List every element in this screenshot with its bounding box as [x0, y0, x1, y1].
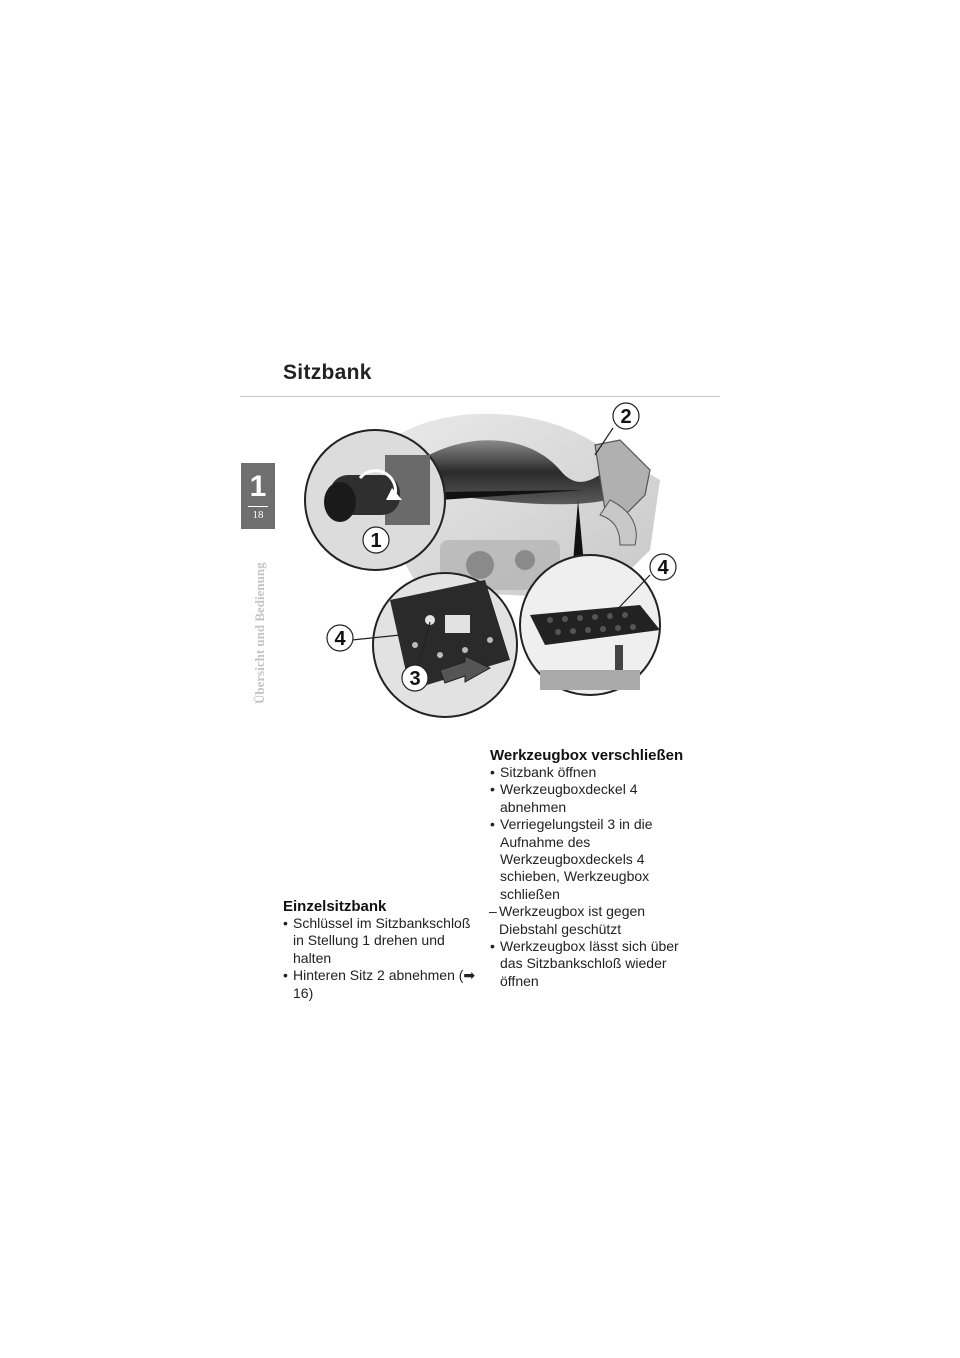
seat-illustration: [300, 400, 680, 720]
bullet-marker: •: [283, 915, 288, 931]
section-heading: Einzelsitzbank: [283, 898, 387, 915]
callout-4-left: [327, 625, 353, 651]
list-item: [489, 903, 700, 938]
page-title: Sitzbank: [283, 361, 372, 384]
svg-text:4: 4: [657, 557, 669, 579]
instruction-list: [283, 915, 483, 1002]
svg-text:3: 3: [409, 668, 421, 690]
dash-marker: –: [489, 903, 497, 920]
inset-tool-box: [520, 555, 660, 695]
list-item-text: Sitzbank öffnen: [500, 764, 597, 780]
section-single-seat: [283, 899, 483, 1002]
callout-4-right: [650, 554, 676, 580]
bullet-marker: •: [490, 781, 495, 798]
title-divider: [240, 396, 720, 397]
list-item-text: Werkzeugboxdeckel 4 abnehmen: [500, 781, 638, 815]
instruction-list: [490, 764, 700, 990]
bullet-marker: •: [490, 816, 495, 833]
chapter-tab: [241, 463, 275, 529]
inset-tool-lid-latch: [373, 573, 517, 717]
chapter-side-label: Übersicht und Bedienung: [252, 562, 267, 704]
svg-text:4: 4: [334, 628, 346, 650]
list-item: [490, 816, 700, 903]
list-item-text: Werkzeugbox lässt sich über das Sitzbankschloß wieder öffnen: [500, 938, 679, 989]
bullet-marker: •: [490, 764, 495, 780]
list-item: [490, 764, 700, 781]
list-item: [283, 967, 483, 1002]
callout-2: [613, 403, 639, 429]
callout-1: [363, 527, 389, 553]
chapter-number: 1: [249, 470, 267, 503]
page-number: 18: [252, 509, 264, 521]
list-item-text: Verriegelungsteil 3 in die Aufnahme des Werkzeugboxdeckels 4 schieben, Werkzeugbox schließen: [500, 816, 653, 902]
section-heading: Werkzeugbox verschließen: [490, 747, 684, 764]
list-item: [490, 781, 700, 816]
svg-text:2: 2: [620, 406, 632, 428]
svg-text:1: 1: [370, 530, 382, 552]
list-item: [283, 915, 483, 967]
chapter-tab-divider: [248, 506, 268, 507]
list-item: [490, 938, 700, 990]
bullet-marker: •: [283, 967, 288, 984]
callout-3: [402, 665, 428, 691]
list-item-text: Hinteren Sitz 2 abnehmen (➡ 16): [293, 967, 476, 1001]
bullet-marker: •: [490, 938, 495, 955]
section-toolbox-lock: [490, 748, 700, 990]
list-item-text: Werkzeugbox ist gegen Diebstahl geschützt: [499, 903, 646, 937]
list-item-text: Schlüssel im Sitzbankschloß in Stellung 1 drehen und halten: [293, 915, 471, 966]
